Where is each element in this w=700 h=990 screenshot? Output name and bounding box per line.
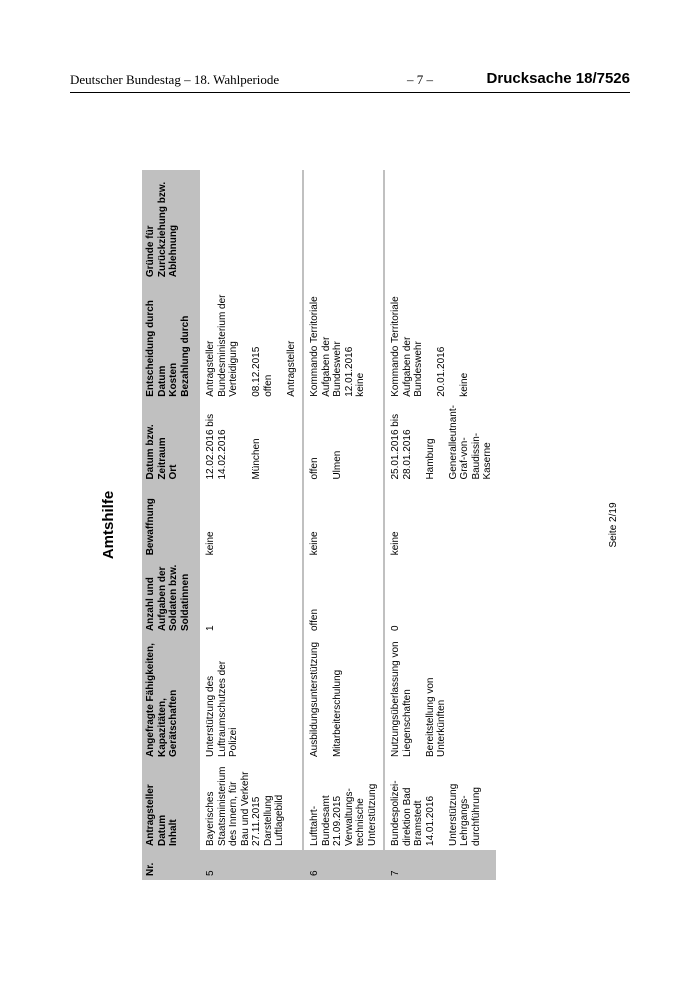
cell-faehigkeiten: Nutzungsüberlassung von Liegenschaften Bereitstellung von Unterkünften (390, 641, 447, 758)
cell-entscheidung: Antragsteller Bundesministerium der Verteidigung 08.12.2015 offen Antragsteller (200, 281, 303, 401)
cell-gruende (200, 170, 303, 281)
header-faehigkeiten: Angefragte Fähigkeiten, Kapazitäten, Gerätschaften (142, 635, 200, 761)
table-row (200, 170, 303, 880)
rotated-landscape-page (100, 170, 619, 880)
cell-zeitraum: 25.01.2016 bis 28.01.2016 Hamburg Generalleutnant-Graf-von-Baudissin-Kaserne (390, 405, 493, 480)
cell-antragsteller: Bundespolizei-direktion Bad Bramstedt 14.01.2016 Unterstützung Lehrgangs-durchführung (390, 780, 482, 846)
header-anzahl: Anzahl und Aufgaben der Soldaten bzw. Soldatinnen (142, 559, 200, 635)
page-footer: Seite 2/19 (608, 502, 619, 548)
cell-antragsteller: Lufttahrt-Bundesamt 21.09.2015 Verwaltungs-technische Unterstützung (303, 761, 384, 850)
header-drucksache-number: 7526 (596, 70, 630, 87)
cell-entscheidung: Kommando Territoriale Aufgaben der Bundeswehr 12.01.2016 keine (303, 281, 384, 401)
cell-bewaffnung: keine (200, 484, 303, 560)
cell-nr: 6 (303, 850, 384, 880)
cell-nr: 7 (384, 850, 496, 880)
header-zeitraum: Datum bzw. Zeitraum Ort (142, 401, 200, 484)
amtshilfe-table (142, 170, 496, 880)
cell-bewaffnung: keine (303, 484, 384, 560)
cell-anzahl: 1 (200, 559, 303, 635)
header-entscheidung: Entscheidung durch Datum Kosten Bezahlung durch (142, 281, 200, 401)
header-antragsteller: Antragsteller Datum Inhalt (142, 761, 200, 850)
page-header (70, 70, 630, 93)
header-page-number: – 7 – (407, 72, 433, 87)
header-document-number (487, 70, 630, 87)
cell-anzahl: offen (303, 559, 384, 635)
cell-faehigkeiten: Unterstützung des Luftraumschutzes der Polizei (200, 635, 303, 761)
table-header-row (142, 170, 200, 880)
cell-antragsteller: Bayerisches Staatsministerium des Innern, für Bau und Verkehr 27.11.2015 Darstellung Luftlagebild (200, 761, 303, 850)
cell-nr: 5 (200, 850, 303, 880)
cell-zeitraum: 12.02.2016 bis 14.02.2016 München (200, 401, 303, 484)
cell-faehigkeiten: Ausbildungsunterstützung Mitarbeiterschulung (303, 635, 384, 761)
header-gruende: Gründe für Zurückziehung bzw. Ablehnung (142, 170, 200, 281)
header-publication: Deutscher Bundestag – 18. Wahlperiode (70, 72, 280, 87)
cell-gruende (303, 170, 384, 281)
cell-anzahl: 0 (390, 625, 401, 632)
cell-entscheidung: Kommando Territoriale Aufgaben der Bundeswehr 20.01.2016 keine (390, 296, 470, 397)
header-bewaffnung: Bewaffnung (142, 484, 200, 560)
header-drucksache-label: Drucksache 18/ (486, 70, 597, 87)
cell-gruende (384, 170, 496, 281)
table-row (303, 170, 384, 880)
header-nr: Nr. (142, 850, 200, 880)
table-row (384, 170, 496, 880)
cell-zeitraum: offen Ulmen (303, 401, 384, 484)
section-title: Amtshilfe (100, 490, 117, 560)
cell-bewaffnung: keine (390, 531, 401, 556)
